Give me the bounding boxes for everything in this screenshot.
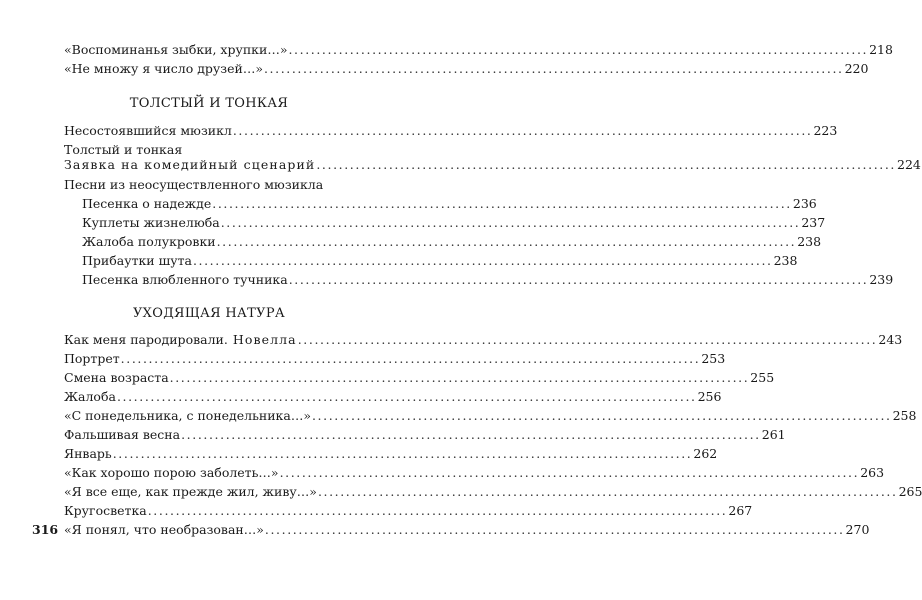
toc-leader-dots: ........................................................................................................ <box>288 42 869 57</box>
toc-leader-dots: ........................................................................................................ <box>169 370 750 385</box>
toc-entry-title-line: Толстый и тонкая <box>64 142 183 157</box>
toc-entry <box>64 406 917 426</box>
toc-entry-title: Январь <box>64 446 112 461</box>
toc-leader-dots: ........................................................................................................ <box>317 484 898 499</box>
toc-entry <box>64 368 775 388</box>
toc-leader-dots: ........................................................................................................ <box>232 123 813 138</box>
toc-entry-title: Смена возраста <box>64 370 169 385</box>
toc-entry-title: Фальшивая весна <box>64 427 181 442</box>
toc-page-number: 239 <box>869 272 894 287</box>
toc-page-number: 223 <box>813 123 838 138</box>
toc-leader-dots: ........................................................................................................ <box>279 465 860 480</box>
toc-entry <box>64 40 893 60</box>
toc-leader-dots: ........................................................................................................ <box>112 446 693 461</box>
toc-page-number: 238 <box>797 234 822 249</box>
toc-entry <box>64 349 726 369</box>
toc-entry <box>64 501 753 521</box>
toc-page-number: 238 <box>773 253 798 268</box>
toc-entry <box>64 463 885 483</box>
toc-entry-title: «Как хорошо порою заболеть…» <box>64 465 279 480</box>
toc-leader-dots: ........................................................................................................ <box>147 503 728 518</box>
toc-entry <box>64 482 922 502</box>
toc-page-number: 224 <box>897 157 921 172</box>
toc-leader-dots: ........................................................................................................ <box>316 157 896 172</box>
toc-entry <box>64 330 903 350</box>
toc-page-number: 256 <box>697 389 722 404</box>
toc-entry-title: «Воспоминанья зыбки, хрупки…» <box>64 42 288 57</box>
toc-entry-title: Кругосветка <box>64 503 147 518</box>
toc-leader-dots: ........................................................................................................ <box>220 215 801 230</box>
toc-page-number: 265 <box>898 484 922 499</box>
toc-sub-entry <box>82 213 826 233</box>
toc-leader-dots: ........................................................................................................ <box>311 408 892 423</box>
toc-page-number: 270 <box>845 522 870 537</box>
toc-entry-title: Жалоба <box>64 389 116 404</box>
toc-entry <box>64 155 921 175</box>
toc-page-number: 253 <box>701 351 726 366</box>
toc-page-number: 218 <box>869 42 893 57</box>
toc-entry-title: Песенка о надежде <box>82 196 212 211</box>
toc-group-title: Песни из неосуществленного мюзикла <box>64 177 324 192</box>
toc-page-number: 261 <box>761 427 786 442</box>
section-heading: ТОЛСТЫЙ И ТОНКАЯ <box>129 96 289 111</box>
toc-leader-dots: ........................................................................................................ <box>216 234 797 249</box>
toc-entry-title: Прибаутки шута <box>82 253 192 268</box>
toc-page-number: 267 <box>728 503 753 518</box>
toc-leader-dots: ........................................................................................................ <box>263 61 844 76</box>
toc-entry-title: «Не множу я число друзей…» <box>64 61 263 76</box>
toc-entry-title: Жалоба полукровки <box>82 234 216 249</box>
toc-entry-title: «Я все еще, как прежде жил, живу…» <box>64 484 317 499</box>
toc-page-number: 258 <box>892 408 917 423</box>
page-folio: 316 <box>32 522 59 537</box>
toc-entry <box>64 444 718 464</box>
toc-entry-title: Куплеты жизнелюба <box>82 215 220 230</box>
toc-page-number: 243 <box>878 332 903 347</box>
toc-leader-dots: ........................................................................................................ <box>192 253 773 268</box>
toc-sub-entry <box>82 194 817 214</box>
toc-leader-dots: ........................................................................................................ <box>264 522 845 537</box>
toc-page-number: 255 <box>750 370 775 385</box>
toc-entry-title: Как меня пародировали. <box>64 332 228 347</box>
toc-page-number: 262 <box>693 446 718 461</box>
toc-leader-dots: ........................................................................................................ <box>181 427 761 442</box>
toc-entry <box>64 425 786 445</box>
toc-leader-dots: ........................................................................................................ <box>297 332 878 347</box>
toc-leader-dots: ........................................................................................................ <box>116 389 697 404</box>
toc-sub-entry <box>82 232 822 252</box>
toc-entry-title: Песенка влюбленного тучника <box>82 272 288 287</box>
toc-entry-title: Портрет <box>64 351 120 366</box>
toc-leader-dots: ........................................................................................................ <box>288 272 869 287</box>
toc-entry-title: «Я понял, что необразован…» <box>64 522 264 537</box>
toc-sub-entry <box>82 251 798 271</box>
toc-entry <box>64 387 722 407</box>
toc-leader-dots: ........................................................................................................ <box>120 351 701 366</box>
toc-page-number: 236 <box>792 196 817 211</box>
toc-entry-title: «С понедельника, с понедельника…» <box>64 408 311 423</box>
toc-entry <box>64 121 838 141</box>
toc-entry <box>64 520 870 540</box>
toc-entry-title: Несостоявшийся мюзикл <box>64 123 232 138</box>
toc-page-number: 220 <box>844 61 869 76</box>
toc-page-number: 263 <box>860 465 885 480</box>
toc-entry-subtitle: Заявка на комедийный сценарий <box>64 157 316 172</box>
toc-leader-dots: ........................................................................................................ <box>212 196 792 211</box>
section-heading: УХОДЯЩАЯ НАТУРА <box>132 306 286 321</box>
toc-entry <box>64 59 869 79</box>
toc-page-number: 237 <box>801 215 826 230</box>
toc-sub-entry <box>82 270 894 290</box>
toc-entry-subtitle: Новелла <box>232 332 297 347</box>
